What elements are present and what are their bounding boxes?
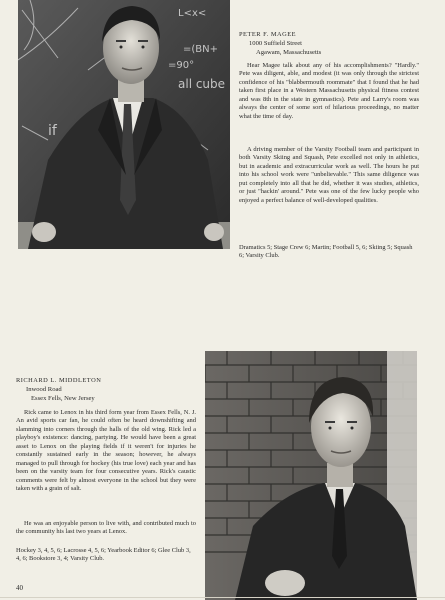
- address-line1-middleton: Inwood Road: [26, 386, 62, 393]
- address-line1-magee: 1000 Suffield Street: [249, 40, 302, 47]
- blackboard-writing-3: =90°: [168, 60, 195, 71]
- portrait-photo-magee: [18, 0, 230, 249]
- student-name-middleton: RICHARD L. MIDDLETON: [16, 377, 102, 384]
- bio-paragraph-2-magee: A driving member of the Varsity Football team and participant in both Varsity Skiing and Squash, Pete excelled not only in athletics, but in academic and extracurricular work as well. The hours he put into his school work were "unbelievable." This same diligence was put completely into all that he did, whether it was studies, athletics, or just "hackin' around." Pete was one of the few lucky people who enjoyed a perfect balance of well-developed qualities.: [239, 146, 419, 204]
- blackboard-writing-1: L<x<: [178, 8, 207, 19]
- portrait-photo-middleton: [205, 351, 417, 600]
- blackboard-writing-2: =(BN+: [183, 44, 218, 55]
- bio-paragraph-1-magee: Hear Magee talk about any of his accomplishments? "Hardly." Pete was diligent, able, and modest (it was only through the strictest confidence of his "blabbermouth roommate" that I found that he had taken first place in a Western Massachusetts physical fitness contest and was 8th in the state in gymnastics). Pete and Larry's room was always the center of some sort of hilarious proceedings, no matter what the time of day.: [239, 62, 419, 120]
- activities-magee: Dramatics 5; Stage Crew 6; Martin; Football 5, 6; Skiing 5; Squash 6; Varsity Club.: [239, 244, 413, 260]
- bio-paragraph-2-middleton: He was an enjoyable person to live with, and contributed much to the community his last two years at Lenox.: [16, 520, 196, 536]
- blackboard-writing-5: if: [48, 123, 57, 139]
- page-bottom-edge: [0, 597, 445, 598]
- activities-middleton: Hockey 3, 4, 5, 6; Lacrosse 4, 5, 6; Yearbook Editor 6; Glee Club 3, 4, 6; Bookstore 3, 4; Varsity Club.: [16, 547, 191, 563]
- blackboard-writing-4: all cube: [178, 77, 226, 91]
- bio-paragraph-1-middleton: Rick came to Lenox in his third form year from Essex Fells, N. J. An avid sports car fan, he could often be heard downshifting and slamming into corners through the halls of the old wing. Rick led a playboy's existence: dancing, partying. He would have been a great asset to Lenox on the playing fields if it weren't for injuries he constantly sustained early in the season; however, he always managed to pull through for hockey (his true love) each year and has been on the varsity team for four consecutive years. Rick's caustic comments were felt by almost everyone in the school but they were taken with a grain of salt.: [16, 409, 196, 493]
- student-name-magee: PETER F. MAGEE: [239, 31, 297, 38]
- address-line2-magee: Agawam, Massachusetts: [256, 49, 322, 56]
- address-line2-middleton: Essex Fells, New Jersey: [31, 395, 95, 402]
- page-number: 40: [16, 584, 23, 592]
